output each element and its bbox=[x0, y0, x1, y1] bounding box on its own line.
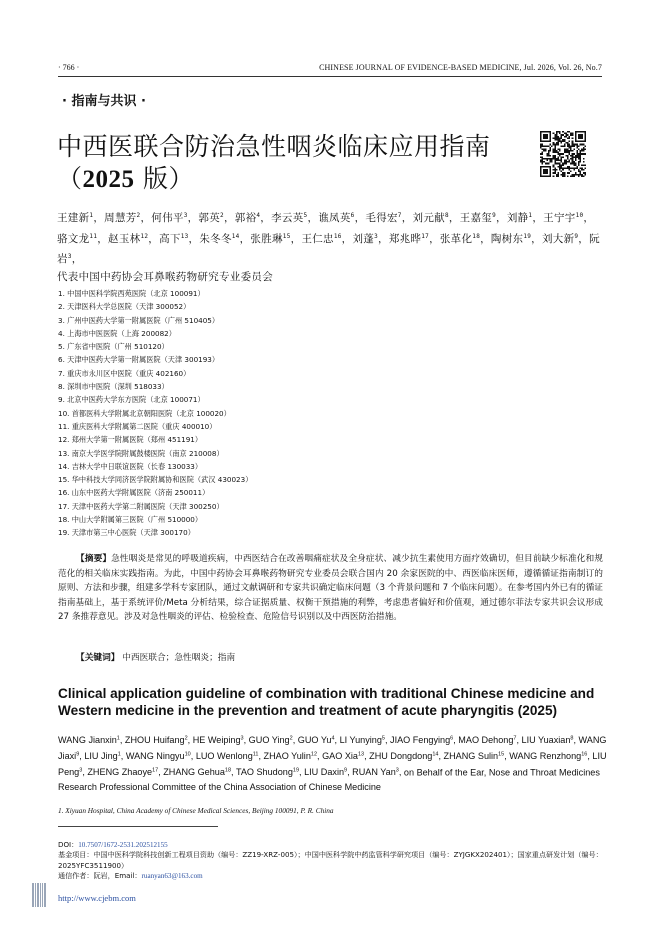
author-name: TAO Shudong bbox=[235, 767, 293, 778]
author-name: 赵玉林 bbox=[108, 232, 141, 245]
author-name: 王建新 bbox=[57, 212, 90, 224]
author-affiliation-mark: 11 bbox=[252, 751, 259, 758]
author-affiliation-mark: 1 bbox=[116, 735, 120, 741]
author-name: 何伟平 bbox=[151, 212, 184, 224]
author-name: 朱冬冬 bbox=[199, 232, 232, 245]
affiliation-item: 7. 重庆市永川区中医院（重庆 402160） bbox=[58, 368, 191, 378]
title-line1: 中西医联合防治急性咽炎临床应用指南 bbox=[57, 132, 491, 161]
author-affiliation-mark: 11 bbox=[89, 232, 98, 240]
author-name: 张胜琳 bbox=[250, 232, 283, 245]
affiliation-item: 14. 吉林大学中日联谊医院（长春 130033） bbox=[58, 461, 203, 471]
affiliation-item: 13. 南京大学医学院附属鼓楼医院（南京 210008） bbox=[58, 448, 224, 458]
author-affiliation-mark: 10 bbox=[184, 751, 191, 758]
author-affiliation-mark: 4 bbox=[331, 735, 335, 741]
author-affiliation-mark: 6 bbox=[350, 212, 355, 219]
footnote-rule bbox=[58, 826, 218, 827]
author-name: 郭英 bbox=[198, 212, 221, 224]
author-affiliation-mark: 10 bbox=[575, 212, 584, 219]
author-name: WANG Jianxin bbox=[58, 734, 117, 745]
author-name: 周慧芳 bbox=[104, 212, 137, 224]
affiliation-item: 11. 重庆医科大学附属第二医院（重庆 400010） bbox=[58, 421, 217, 431]
author-name: HE Weiping bbox=[192, 734, 241, 745]
author-affiliation-mark: 2 bbox=[220, 212, 224, 219]
affiliation-item: 18. 中山大学附属第三医院（广州 510000） bbox=[58, 515, 203, 525]
authors-cn bbox=[57, 207, 602, 286]
author-affiliation-mark: 13 bbox=[357, 751, 365, 758]
author-name: 刘大新 bbox=[541, 232, 575, 245]
author-name: GUO Ying bbox=[248, 734, 290, 745]
affiliation-item: 1. 中国中医科学院西苑医院（北京 100091） bbox=[58, 289, 205, 298]
author-affiliation-mark: 8 bbox=[444, 212, 449, 219]
author-name: WANG Ningyu bbox=[125, 750, 185, 761]
author-affiliation-mark: 4 bbox=[256, 212, 261, 219]
author-affiliation-mark: 17 bbox=[152, 767, 159, 774]
author-name: JIAO Fengying bbox=[390, 734, 451, 745]
author-affiliation-mark: 12 bbox=[310, 751, 318, 758]
author-affiliation-mark: 3 bbox=[79, 767, 83, 774]
author-affiliation-mark: 2 bbox=[184, 735, 188, 741]
author-name: 王仁忠 bbox=[301, 232, 334, 245]
title-line2-rest: 版） bbox=[134, 164, 194, 193]
keywords-text: 中西医联合；急性咽炎；指南 bbox=[122, 653, 236, 663]
author-name: GUO Yu bbox=[297, 734, 332, 745]
author-name: 王嘉玺 bbox=[459, 212, 493, 224]
author-affiliation-mark: 5 bbox=[381, 735, 385, 741]
author-name: LIU Jing bbox=[84, 750, 118, 761]
author-name: ZHENG Zhaoye bbox=[87, 767, 153, 778]
author-name: WANG Renzhong bbox=[509, 750, 582, 761]
author-name: ZHANG Sulin bbox=[443, 750, 499, 761]
author-affiliation-mark: 9 bbox=[76, 751, 80, 758]
title-line2-open: （ bbox=[57, 164, 83, 193]
author-name: ZHOU Huifang bbox=[124, 734, 185, 745]
page-number: · 766 · bbox=[58, 63, 80, 72]
author-affiliation-mark: 2 bbox=[136, 212, 141, 219]
author-affiliation-mark: 2 bbox=[289, 735, 293, 741]
keywords-cn bbox=[76, 651, 235, 663]
qr-code-icon[interactable] bbox=[540, 131, 586, 177]
authors-en-list: WANG Jianxin$^1$, ZHOU Huifang$^2$, HE Weiping$^3$, GUO Ying$^2$, GUO Yu$^4$, LI Yunying$^5$, JIAO Fengying$^6$, MAO Dehong$^7$, LIU Yuaxian$^8$, WANG Jiaxi$^9$, LIU Jing$^1$, WANG Ningyu$^{10}$, LUO Wenlong$^{11}$, ZHAO Yulin$^{12}$, GAO Xia$^{13}$, ZHU Dongdong$^{14}$, ZHANG Sulin$^{15}$, WANG Renzhong$^{16}$, LIU Peng$^3$, ZHENG Zhaoye$^{17}$, ZHANG Gehua$^{18}$, TAO Shudong$^{19}$, LIU Daxin$^9$, RUAN Yan$^3$, bbox=[58, 734, 607, 778]
doi-link[interactable]: 10.7507/1672-2531.202512155 bbox=[78, 841, 168, 849]
author-affiliation-mark: 3 bbox=[183, 212, 188, 219]
header-rule bbox=[58, 76, 602, 77]
author-affiliation-mark: 8 bbox=[570, 735, 574, 741]
author-name: ZHAO Yulin bbox=[263, 750, 311, 761]
author-affiliation-mark: 13 bbox=[180, 232, 189, 240]
author-affiliation-mark: 7 bbox=[513, 735, 517, 741]
affiliation-item: 2. 天津医科大学总医院（天津 300052） bbox=[58, 302, 191, 312]
author-name: 刘元献 bbox=[412, 212, 445, 224]
affiliation-item: 4. 上海市中医医院（上海 200082） bbox=[58, 328, 176, 338]
affiliation-item: 9. 北京中医药大学东方医院（北京 100071） bbox=[58, 395, 205, 405]
author-name: 骆文龙 bbox=[57, 232, 90, 245]
author-affiliation-mark: 3 bbox=[67, 253, 72, 260]
abstract-text: 急性咽炎是常见的呼吸道疾病，中西医结合在改善咽痛症状及全身症状、减少抗生素使用方面疗效确切，但目前缺少标准化和规范化的相关临床实践指南。为此，中国中药协会耳鼻喉药物研究专业委员会联合国内 20 余家医院的中、西医临床医师，遵循循证指南制订的原则、方法和步骤，组建多学科专家团队，通过文献调研和专家共识确定临床问题（3 个背景问题和 7 个临床问题）。在参考国内外已有的循证指南基础上，基于系统评价/Meta 分析结果，综合证据质量、权衡干预措施的利弊，考虑患者偏好和价值观，通过德尔菲法专家共识会议形成 27 条推荐意见。涉及对急性咽炎的评估、检验检查、危险信号识别以及中西医防治措施。 bbox=[58, 554, 604, 622]
author-affiliation-mark: 18 bbox=[472, 232, 481, 240]
author-affiliation-mark: 1 bbox=[117, 751, 121, 758]
author-affiliation-mark: 3 bbox=[374, 232, 379, 240]
author-affiliation-mark: 12 bbox=[140, 232, 149, 240]
author-affiliation-mark: 9 bbox=[574, 232, 579, 240]
author-affiliation-mark: 17 bbox=[421, 232, 430, 240]
corr-label: 通信作者：阮岩，Email： bbox=[58, 870, 142, 880]
author-name: 郭裕 bbox=[234, 212, 257, 224]
affiliations-cn bbox=[58, 287, 252, 540]
author-name: GAO Xia bbox=[322, 750, 358, 761]
author-name: 毛得宏 bbox=[365, 212, 398, 224]
section-tag: · 指南与共识 · bbox=[62, 94, 146, 109]
affiliation-item: 15. 华中科技大学同济医学院附属协和医院（武汉 430023） bbox=[58, 475, 253, 485]
article-title-en: Clinical application guideline of combination with traditional Chinese medicine and Western medicine in the prevention and treatment of acute pharyngitis (2025) bbox=[58, 686, 595, 718]
author-name: 刘蓬 bbox=[352, 232, 375, 245]
affiliation-item: 3. 广州中医药大学第一附属医院（广州 510405） bbox=[58, 315, 220, 325]
doi-label: DOI： bbox=[58, 840, 79, 849]
author-name: 谯凤英 bbox=[318, 212, 351, 224]
author-affiliation-mark: 14 bbox=[432, 751, 439, 758]
author-name: 郑兆晔 bbox=[388, 232, 422, 245]
keywords-label: 【关键词】 bbox=[76, 653, 120, 663]
site-link[interactable]: http://www.cjebm.com bbox=[58, 893, 136, 903]
author-name: MAO Dehong bbox=[458, 734, 514, 745]
author-name: 王宁宇 bbox=[543, 212, 576, 224]
authors-en-org: on Behalf of the Ear, Nose and Throat Medicines Research Professional Committee of the China Association of Chinese Medicine bbox=[58, 767, 600, 792]
barcode-icon bbox=[32, 883, 46, 907]
author-name: ZHANG Gehua bbox=[163, 767, 225, 778]
author-name: LIU Daxin bbox=[304, 767, 345, 778]
author-affiliation-mark: 3 bbox=[395, 767, 399, 774]
author-name: LI Yunying bbox=[339, 734, 382, 745]
author-affiliation-mark: 18 bbox=[224, 767, 232, 774]
author-name: 刘静 bbox=[506, 212, 529, 224]
authors-cn-org: 代表中国中药协会耳鼻喉药物研究专业委员会 bbox=[57, 270, 273, 283]
author-name: 陶树东 bbox=[490, 232, 524, 245]
author-name: 阮岩 bbox=[57, 232, 600, 265]
article-title-cn bbox=[57, 131, 491, 196]
author-name: LIU Peng bbox=[58, 750, 607, 778]
affiliation-item: 19. 天津市第三中心医院（天津 300170） bbox=[58, 528, 195, 538]
author-affiliation-mark: 9 bbox=[344, 767, 348, 774]
affiliation-item: 8. 深圳市中医院（深圳 518033） bbox=[58, 382, 169, 392]
author-affiliation-mark: 6 bbox=[450, 735, 454, 741]
journal-header: CHINESE JOURNAL OF EVIDENCE-BASED MEDICINE, Jul. 2026, Vol. 26, No.7 bbox=[319, 63, 602, 72]
affiliation-item: 6. 天津中医药大学第一附属医院（天津 300193） bbox=[58, 355, 220, 365]
author-name: WANG Jiaxi bbox=[58, 734, 607, 761]
author-affiliation-mark: 14 bbox=[231, 232, 240, 240]
affiliation-item: 12. 郑州大学第一附属医院（郑州 451191） bbox=[58, 435, 203, 445]
author-affiliation-mark: 5 bbox=[303, 212, 308, 219]
title-year: 2025 bbox=[82, 166, 135, 193]
abstract-label: 【摘要】 bbox=[76, 554, 112, 564]
footnotes bbox=[58, 840, 606, 881]
author-affiliation-mark: 19 bbox=[292, 767, 300, 774]
author-name: RUAN Yan bbox=[352, 767, 396, 778]
author-affiliation-mark: 15 bbox=[282, 232, 291, 240]
authors-en bbox=[58, 731, 608, 795]
abstract-cn bbox=[58, 552, 603, 625]
fund-line: 基金项目：中国中医科学院科技创新工程项目资助（编号：ZZ19-XRZ-005）；中国中医科学院中药监管科学研究项目（编号：ZYJGKX202401）；国家重点研发计划（编号：2025YFC3511900） bbox=[58, 850, 603, 870]
correspondence-line bbox=[58, 871, 606, 881]
author-affiliation-mark: 19 bbox=[523, 232, 532, 240]
authors-cn-list: 王建新$^1$，周慧芳$^2$，何伟平$^3$，郭英$^2$，郭裕$^4$，李云英$^5$，谯凤英$^6$，毛得宏$^7$，刘元献$^8$，王嘉玺$^9$，刘静$^1$，王宁宇$^{10}$，骆文龙$^{11}$，赵玉林$^{12}$，高下$^{13}$，朱冬冬$^{14}$，张胜琳$^{15}$，王仁忠$^{16}$，刘蓬$^3$，郑兆晔$^{17}$，张革化$^{18}$，陶树东$^{19}$，刘大新$^9$，阮岩$^3$， bbox=[57, 212, 600, 265]
author-name: LUO Wenlong bbox=[195, 750, 253, 761]
author-affiliation-mark: 1 bbox=[89, 212, 94, 219]
author-affiliation-mark: 9 bbox=[492, 212, 496, 219]
author-affiliation-mark: 15 bbox=[498, 751, 505, 758]
affiliation-item: 5. 广东省中医院（广州 510120） bbox=[58, 342, 169, 352]
corr-email-link[interactable]: ruanyan63@163.com bbox=[141, 871, 203, 880]
author-name: 高下 bbox=[159, 232, 181, 245]
author-affiliation-mark: 7 bbox=[397, 212, 402, 219]
doi-line bbox=[58, 840, 606, 850]
author-name: ZHU Dongdong bbox=[369, 750, 433, 761]
author-affiliation-mark: 1 bbox=[528, 212, 533, 219]
author-affiliation-mark: 3 bbox=[240, 735, 244, 741]
author-name: 张革化 bbox=[439, 232, 473, 245]
author-affiliation-mark: 16 bbox=[333, 232, 342, 240]
author-name: 李云英 bbox=[271, 212, 304, 224]
affiliation-item: 10. 首都医科大学附属北京朝阳医院（北京 100020） bbox=[58, 408, 231, 418]
author-affiliation-mark: 16 bbox=[581, 751, 588, 758]
author-name: LIU Yuaxian bbox=[521, 734, 571, 745]
affiliation-item: 16. 山东中医药大学附属医院（济南 250011） bbox=[58, 488, 210, 498]
affiliation-item: 17. 天津中医药大学第二附属医院（天津 300250） bbox=[58, 501, 224, 511]
affiliation-en: 1. Xiyuan Hospital, China Academy of Chinese Medical Sciences, Beijing 100091, P. R. China bbox=[58, 806, 334, 815]
